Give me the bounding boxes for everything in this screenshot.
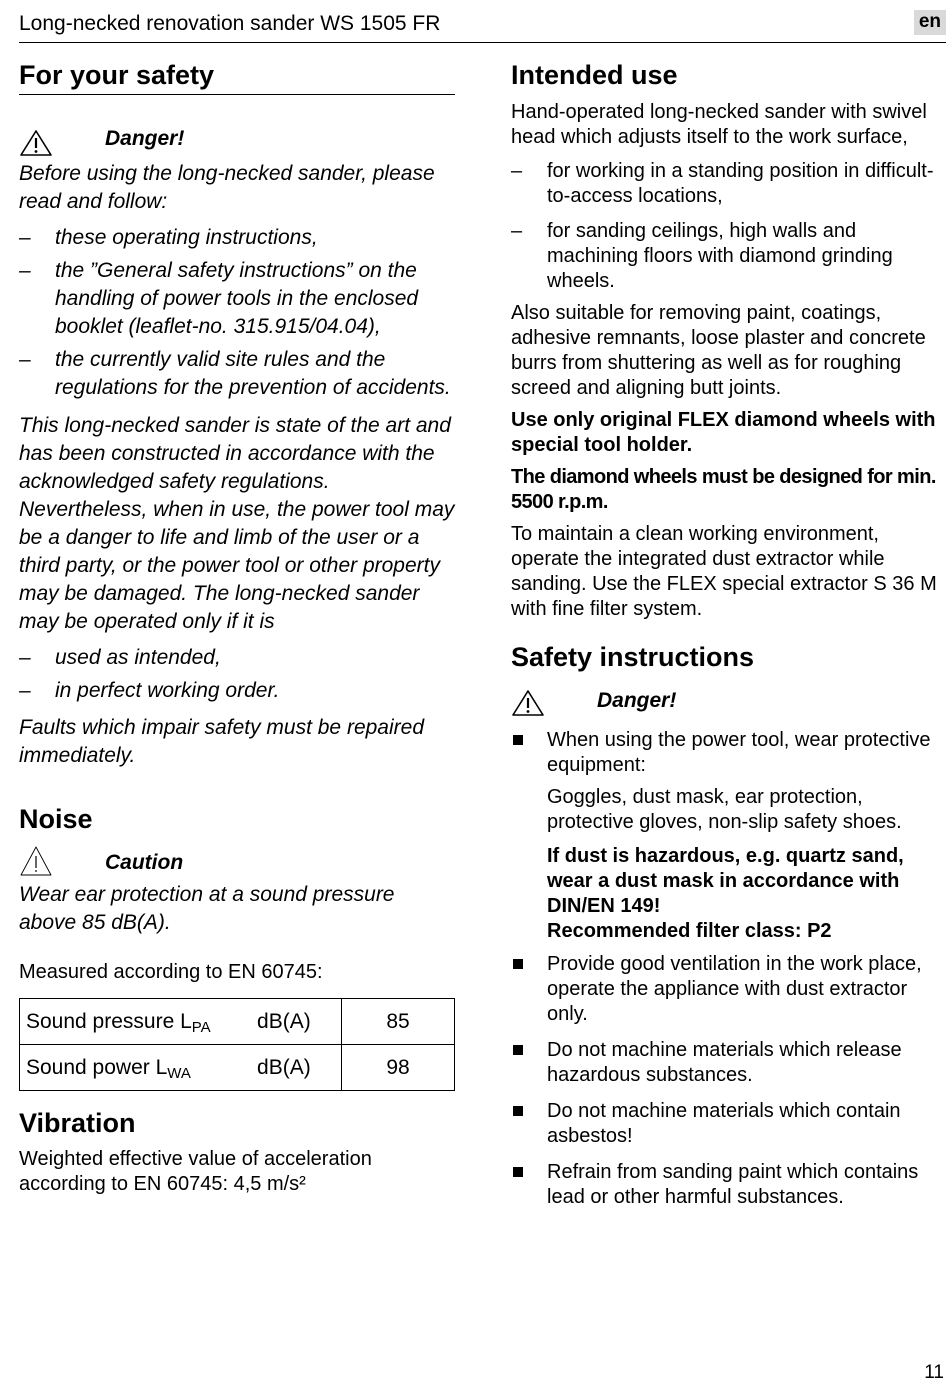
bullet-square-icon <box>513 1045 523 1055</box>
rpm-notice: The diamond wheels must be designed for min. 5500 r.p.m. <box>511 466 936 513</box>
item-text: Do not machine materials which contain asbestos! <box>547 1100 901 1147</box>
caution-triangle-icon <box>19 845 53 877</box>
also-suitable-text: Also suitable for removing paint, coatings, adhesive remnants, loose plaster and concrete burrs from shuttering as well as for roughing screed and aligning butt joints. <box>511 302 926 399</box>
operate-list <box>19 644 455 705</box>
list-item <box>511 952 948 1027</box>
header-title: Long-necked renovation sander WS 1505 FR <box>19 12 441 35</box>
item-text: Provide good ventilation in the work place, operate the appliance with dust extractor only. <box>547 953 922 1025</box>
caution-text: Wear ear protection at a sound pressure above 85 dB(A). <box>19 883 395 934</box>
list-item: – the ”General safety instructions” on the handling of power tools in the enclosed booklet (leaflet-no. 315.915/04.04), <box>19 257 455 341</box>
language-badge: en <box>914 10 946 35</box>
table-cell-value: 85 <box>342 999 455 1045</box>
item-text: Refrain from sanding paint which contains lead or other harmful substances. <box>547 1161 919 1208</box>
table-cell-label: Sound power $L_{WA}$ <box>20 1045 252 1091</box>
wheels-notice: Use only original FLEX diamond wheels with special tool holder. <box>511 409 936 456</box>
intended-intro: Hand-operated long-necked sander with swivel head which adjusts itself to the work surface, <box>511 101 927 148</box>
danger-warning <box>19 129 455 165</box>
vibration-text: Weighted effective value of acceleration according to EN 60745: 4,5 m/s² <box>19 1148 372 1195</box>
section-heading-safety: For your safety <box>19 60 455 95</box>
list-item: – for working in a standing position in difficult-to-access locations, <box>511 159 948 209</box>
list-item: – in perfect working order. <box>19 677 455 705</box>
list-item <box>511 1099 948 1149</box>
section-heading-safety-instructions: Safety instructions <box>511 642 755 672</box>
list-item: – these operating instructions, <box>19 224 455 252</box>
table-cell-unit: dB(A) <box>251 1045 342 1091</box>
list-item: – for sanding ceilings, high walls and machining floors with diamond grinding wheels. <box>511 219 948 294</box>
right-column <box>511 60 948 1210</box>
read-list <box>19 224 455 402</box>
dust-extractor-text: To maintain a clean working environment, operate the integrated dust extractor while sanding. Use the FLEX special extractor S 36 M with fine filter system. <box>511 523 937 620</box>
warning-triangle-icon <box>511 689 545 717</box>
table-cell-label: Sound pressure $L_{PA}$ <box>20 999 252 1045</box>
table-cell-unit: dB(A) <box>251 999 342 1045</box>
left-column <box>19 60 455 1197</box>
list-item: – used as intended, <box>19 644 455 672</box>
page-header <box>19 12 946 43</box>
section-heading-noise: Noise <box>19 804 93 834</box>
intro-text: Before using the long-necked sander, please read and follow: <box>19 162 435 213</box>
bullet-square-icon <box>513 1167 523 1177</box>
caution-label: Caution <box>105 851 184 874</box>
section-heading-vibration: Vibration <box>19 1108 136 1138</box>
danger-label: Danger! <box>597 689 677 712</box>
list-item <box>511 1160 948 1210</box>
table-row <box>20 999 455 1045</box>
safety-list <box>511 728 948 1210</box>
state-of-art-text: This long-necked sander is state of the art and has been constructed in accordance with the acknowledged safety regulations. Nevertheless, when in use, the power tool may be a danger to life and limb of the user or a third party, or the power tool or other property may be damaged. The long-necked sander may be operated only if it is <box>19 414 455 633</box>
bullet-square-icon <box>513 959 523 969</box>
table-row <box>20 1045 455 1091</box>
dust-mask-notice: If dust is hazardous, e.g. quartz sand, wear a dust mask in accordance with DIN/EN 149! <box>547 845 904 917</box>
section-heading-intended-use: Intended use <box>511 60 678 90</box>
list-item <box>511 1038 948 1088</box>
list-item: – the currently valid site rules and the regulations for the prevention of accidents. <box>19 346 455 402</box>
warning-triangle-icon <box>19 129 53 157</box>
filter-class-notice: Recommended filter class: P2 <box>547 920 832 942</box>
intended-list <box>511 159 948 294</box>
item-text: Do not machine materials which release hazardous substances. <box>547 1039 902 1086</box>
bullet-square-icon <box>513 1106 523 1116</box>
list-item <box>511 728 948 944</box>
table-cell-value: 98 <box>342 1045 455 1091</box>
faults-text: Faults which impair safety must be repaired immediately. <box>19 716 424 767</box>
noise-table <box>19 998 455 1091</box>
bullet-square-icon <box>513 735 523 745</box>
page-number: 11 <box>924 1362 944 1383</box>
item-text: When using the power tool, wear protective equipment: <box>547 729 931 776</box>
caution-warning <box>19 845 455 881</box>
danger-label: Danger! <box>105 127 185 150</box>
danger-warning-2 <box>511 689 948 725</box>
item-subtext: Goggles, dust mask, ear protection, protective gloves, non-slip safety shoes. <box>547 786 902 833</box>
measured-text: Measured according to EN 60745: <box>19 961 323 983</box>
